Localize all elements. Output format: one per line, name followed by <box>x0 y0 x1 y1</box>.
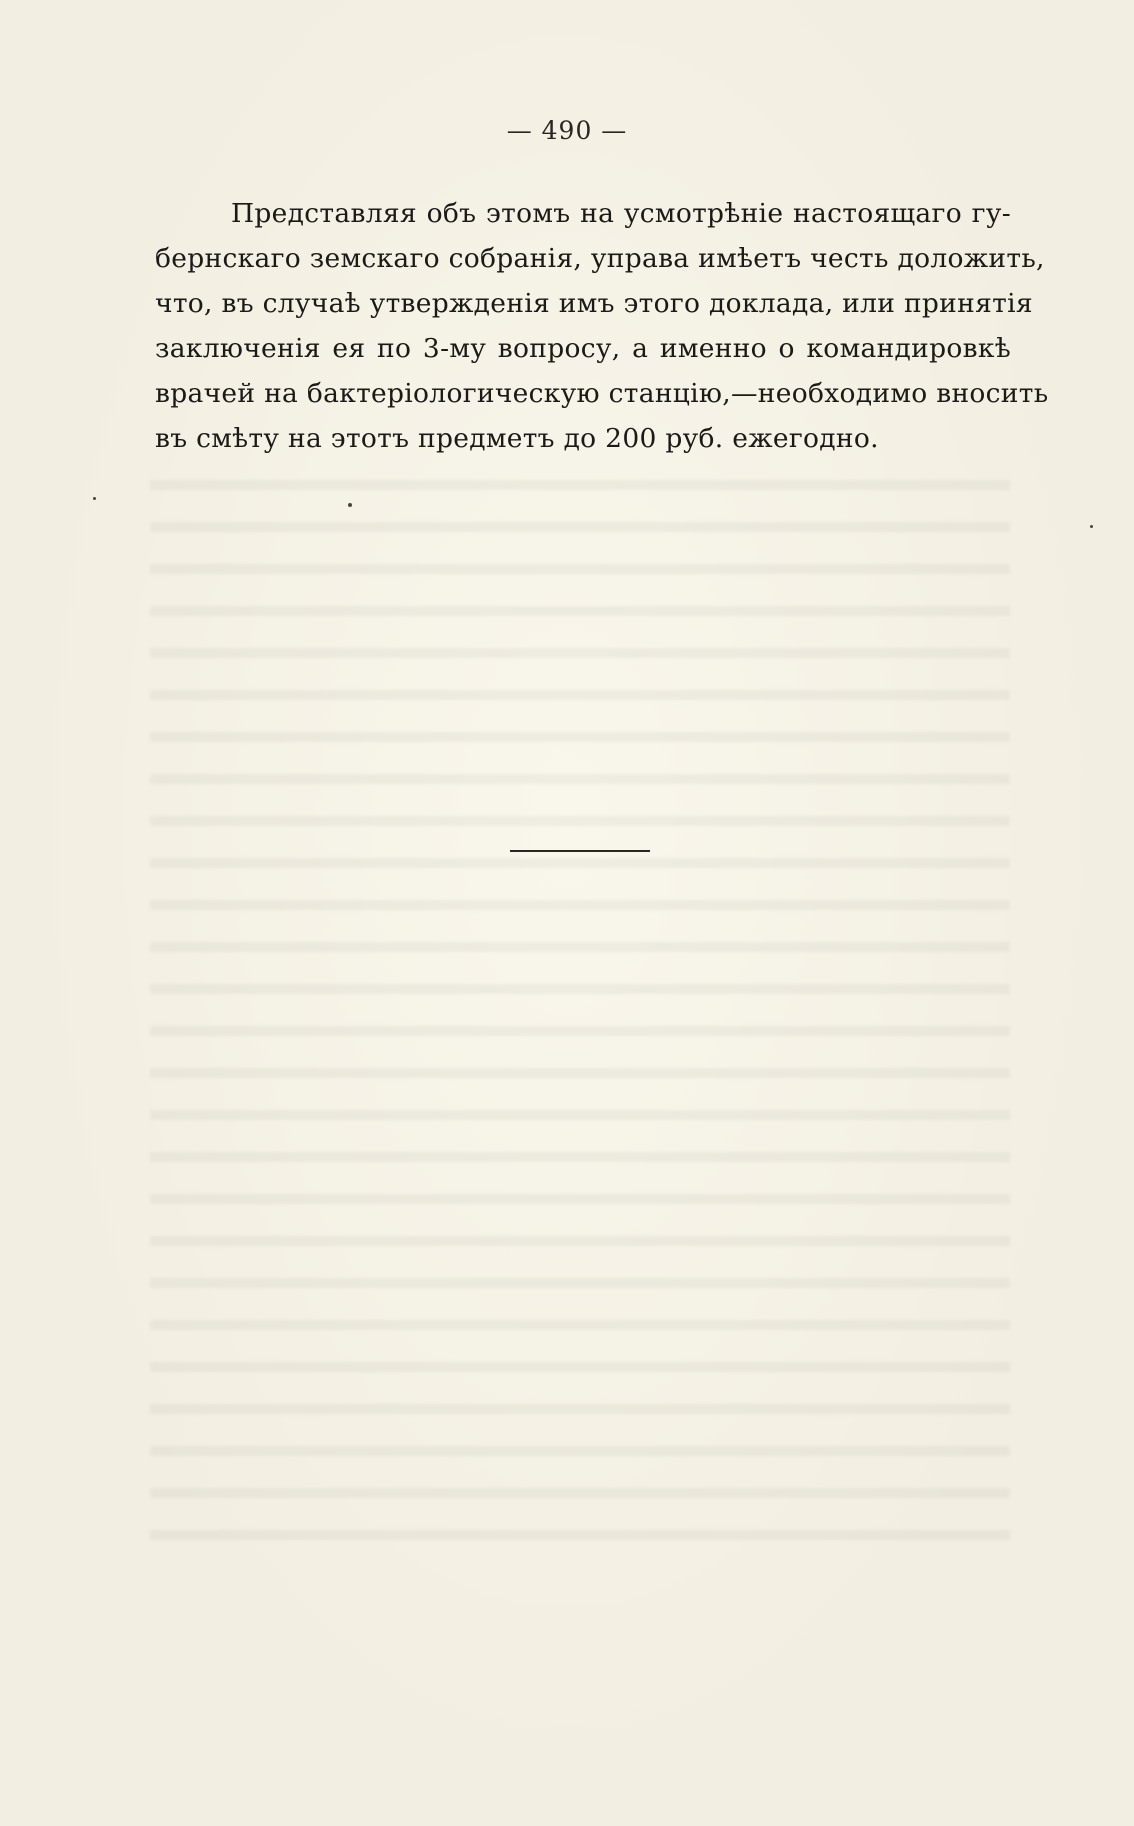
page-number: — 490 — <box>506 116 628 145</box>
section-divider-rule <box>510 850 650 852</box>
ink-speck <box>1090 525 1093 528</box>
paragraph-line: въ смѣту на этотъ предметъ до 200 руб. ежегодно. <box>155 423 879 454</box>
bleed-through-texture <box>150 462 1010 1542</box>
ink-speck <box>93 497 96 500</box>
paragraph-line: что, въ случаѣ утвержденія имъ этого доклада, или принятія <box>155 288 1033 319</box>
paragraph-line: бернскаго земскаго собранія, управа имѣетъ честь доложить, <box>155 243 1045 274</box>
ink-speck <box>348 503 352 507</box>
paragraph <box>155 191 1049 461</box>
paragraph-line: Представляя объ этомъ на усмотрѣніе настоящаго гу- <box>231 198 1011 229</box>
paragraph-line: врачей на бактеріологическую станцію,—необходимо вносить <box>155 378 1049 409</box>
paragraph-line: заключенія ея по 3-му вопросу, а именно о командировкѣ <box>155 333 1011 364</box>
